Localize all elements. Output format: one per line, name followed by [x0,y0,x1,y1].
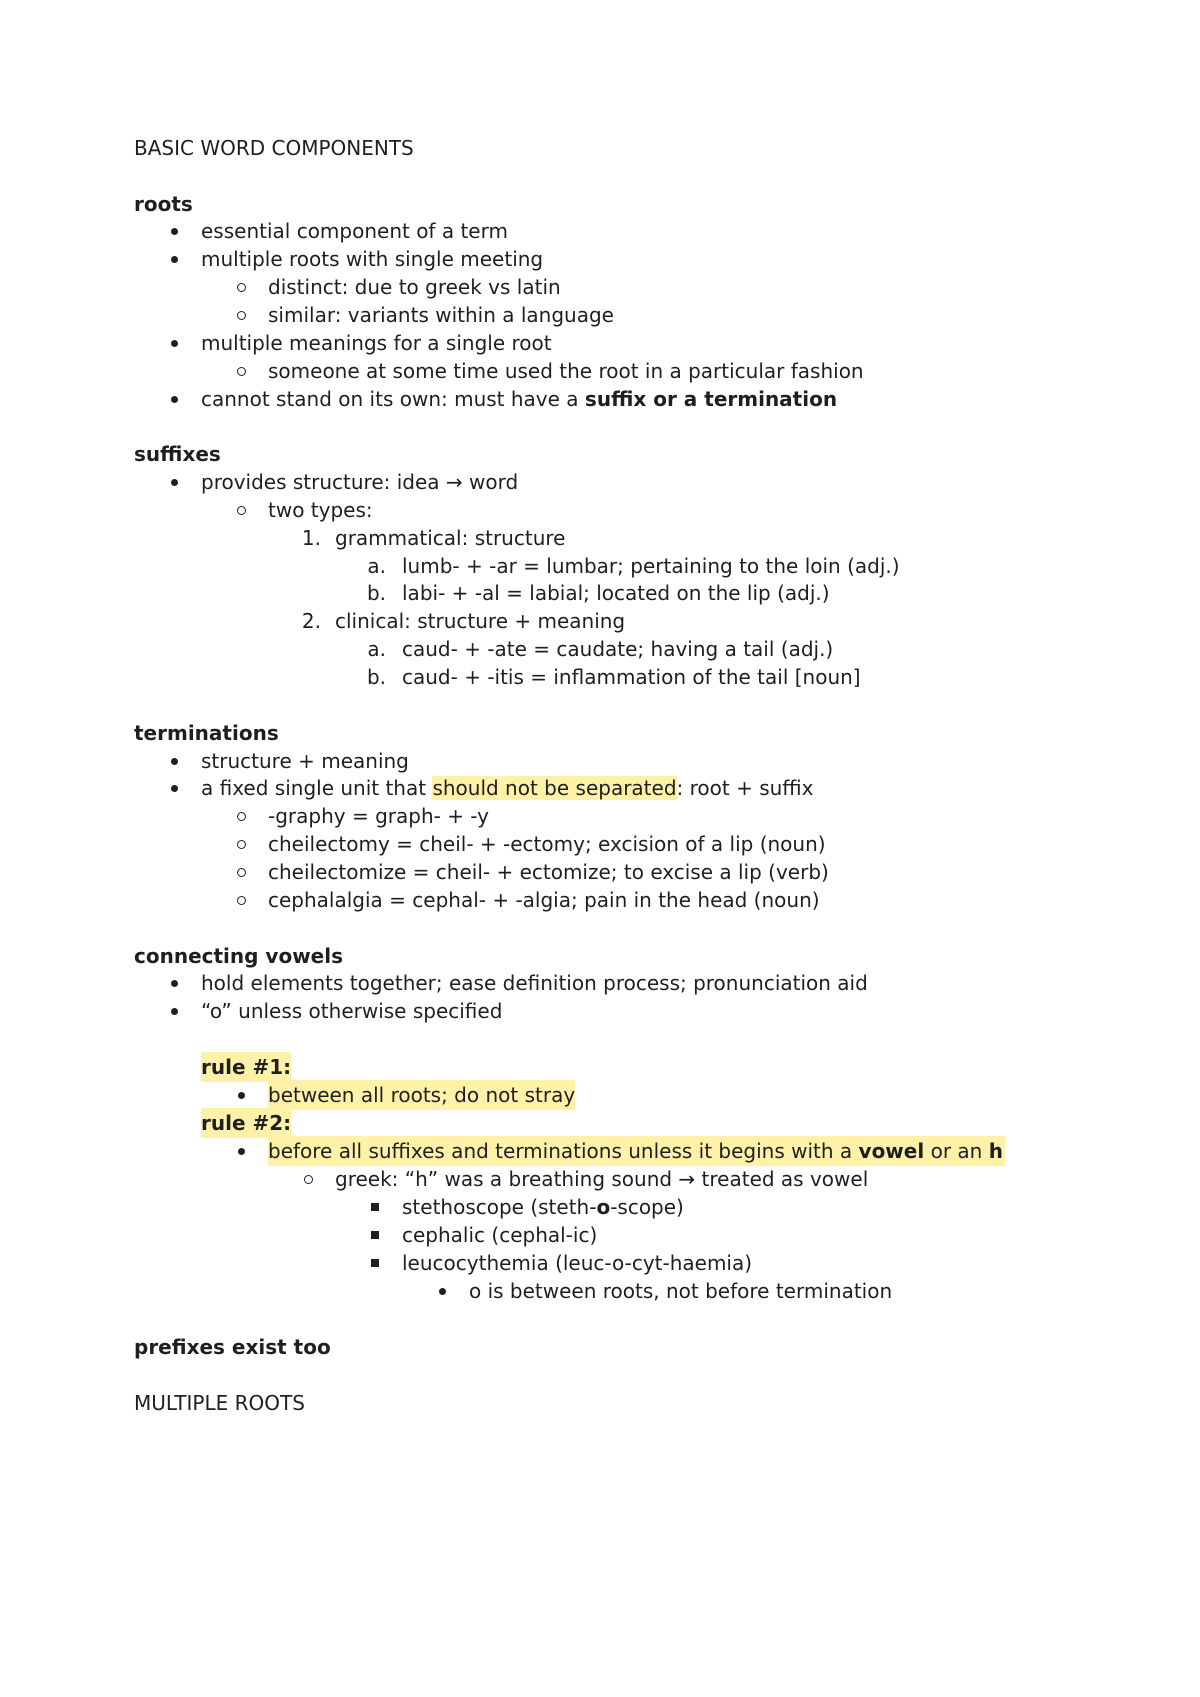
bullet-disc [162,773,186,803]
bullet-square [363,1192,387,1222]
bullet-circle [229,885,253,915]
bullet-square [363,1220,387,1250]
bullet-circle [229,857,253,887]
document-page: BASIC WORD COMPONENTS roots essential component of a term multiple roots with single meeting distinct: due to greek vs latin similar: variants within a language multiple meanings for a single root someone at some time used the root in a particular fashion cannot stand on its own: must have a suffix or a termination suffixes provides structure: idea → word two types: 1. grammatical: structure a. lumb- + -ar = lumbar; pertaining to the loin (adj.) b. labi- + -al = labial; located on the lip (adj.) 2. clinical: structure + meaning a. caud- + -ate = caudate; having a tail (adj.) b. caud- + -itis = inflammation of the tail [noun] terminations structure + meaning a fixed single unit that should not be separated: root + suffix -graphy = graph- + -y cheilectomy = cheil- + -ectomy; excision of a lip (noun) cheilectomize = cheil- + ectomize; to excise a lip (verb) cephalalgia = cephal- + -algia; pain in the head (noun) connecting vowels hold elements together; ease definition process; pronunciation aid “o” unless otherwise specified rule #1: between all roots; do not stray rule #2: before all suffixes and terminations unless it begins with a vowel or an h greek: “h” was a breathing sound → treated as vowel stethoscope (steth-o-scope) cephalic (cephal-ic) leucocythemia (leuc-o-cyt-haemia) o is between roots, not before termination prefixes exist too MULTIPLE ROOTS [134,136,1003,1415]
list-letter: b. [366,581,386,605]
list-number: 2. [301,609,321,633]
list-letter: a. [367,637,386,661]
bullet-circle [229,272,253,302]
bullet-square [363,1248,387,1278]
bullet-circle [296,1164,320,1194]
highlight: should not be separated [432,776,677,800]
bullet-disc [162,216,186,246]
bullet-disc [162,244,186,274]
bullet-circle [229,356,253,386]
bullet-disc [229,1136,253,1166]
bullet-disc [162,968,186,998]
bullet-circle [229,801,253,831]
list-letter: a. [367,554,386,578]
bullet-disc [162,746,186,776]
bullet-disc [162,467,186,497]
list-number: 1. [301,526,321,550]
bullet-circle [229,829,253,859]
bullet-disc [162,384,186,414]
bullet-circle [229,300,253,330]
bullet-disc [162,996,186,1026]
bullet-disc [229,1080,253,1110]
bullet-disc [430,1276,454,1306]
list-letter: b. [366,665,386,689]
bullet-circle [229,495,253,525]
bullet-disc [162,328,186,358]
